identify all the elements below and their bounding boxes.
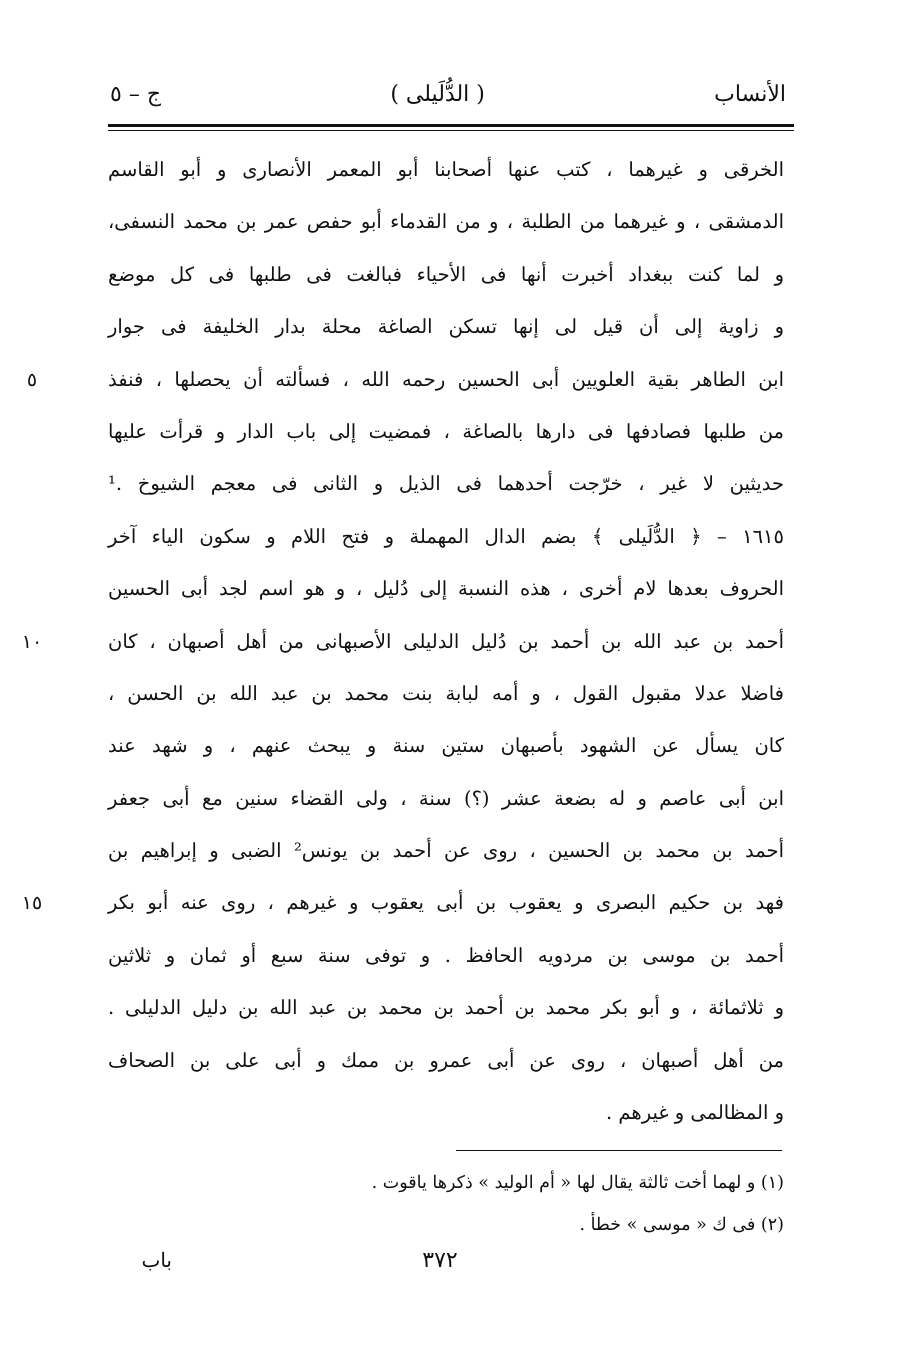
- footnote: (١) و لهما أخت ثالثة يقال لها « أم الوليد » ذكرها ياقوت .: [371, 1173, 784, 1193]
- line-text: حديثين لا غير ، خرّجت أحدهما فى الذيل و الثانى فى معجم الشيوخ .¹: [108, 472, 784, 496]
- line-text: ١٦١٥ – ﴿ الدُّلَيلى ﴾ بضم الدال المهملة و فتح اللام و سكون الياء آخر: [108, 524, 784, 548]
- text-line: [26, 354, 784, 406]
- text-line: [108, 511, 784, 563]
- line-text: أحمد بن موسى بن مردويه الحافظ . و توفى سنة سبع أو ثمان و ثلاثين: [108, 943, 784, 967]
- line-number: ٥: [26, 368, 38, 391]
- line-text: الحروف بعدها لام أخرى ، هذه النسبة إلى دُليل ، و هو اسم لجد أبى الحسين: [108, 577, 784, 601]
- line-text: الدمشقى ، و غيرهما من الطلبة ، و من القدماء أبو حفص عمر بن محمد النسفى،: [108, 210, 784, 234]
- text-line: [108, 249, 784, 301]
- text-line: [108, 144, 784, 196]
- header-section-title: الأنساب: [714, 81, 786, 107]
- body-text: [21, 144, 784, 1139]
- page-number: ٣٧٢: [422, 1248, 458, 1273]
- text-line: [108, 773, 784, 825]
- text-line: [21, 616, 784, 668]
- line-text: و ثلاثمائة ، و أبو بكر محمد بن أحمد بن محمد بن عبد الله بن دليل الدليلى .: [108, 996, 784, 1020]
- line-text: ابن أبى عاصم و له بضعة عشر (؟) سنة ، ولى القضاء سنين مع أبى جعفر: [108, 786, 784, 810]
- running-header: [110, 72, 786, 116]
- header-volume: ج – ٥: [110, 81, 162, 107]
- text-line: [108, 825, 784, 877]
- line-text: و زاوية إلى أن قيل لى إنها تسكن الصاغة محلة بدار الخليفة فى جوار: [108, 315, 784, 339]
- text-line: [108, 930, 784, 982]
- line-text: كان يسأل عن الشهود بأصبهان ستين سنة و يبحث عنهم ، و شهد عند: [108, 734, 784, 758]
- text-line: [108, 1035, 784, 1087]
- line-number: ١٠: [21, 630, 43, 653]
- line-text: أحمد بن عبد الله بن أحمد بن دُليل الدليلى الأصبهانى من أهل أصبهان ، كان: [108, 629, 784, 653]
- line-text: و لما كنت ببغداد أخبرت أنها فى الأحياء فبالغت فى طلبها فى كل موضع: [108, 262, 784, 286]
- line-text: من أهل أصبهان ، روى عن أبى عمرو بن ممك و أبى على بن الصحاف: [108, 1048, 784, 1072]
- line-text: من طلبها فصادفها فى دارها بالصاغة ، فمضيت إلى باب الدار و قرأت عليها: [108, 419, 784, 443]
- text-line: [108, 720, 784, 772]
- line-text: الخرقى و غيرهما ، كتب عنها أصحابنا أبو المعمر الأنصارى و أبو القاسم: [108, 158, 784, 181]
- footnote-rule: [456, 1150, 782, 1151]
- text-line: [108, 563, 784, 615]
- text-line: [108, 668, 784, 720]
- header-rule: [108, 124, 794, 127]
- footnote: (٢) فى ك « موسى » خطأ .: [579, 1215, 784, 1235]
- text-line: [108, 1087, 784, 1139]
- line-text: فاضلا عدلا مقبول القول ، و أمه لبابة بنت محمد بن عبد الله بن الحسن ،: [108, 681, 784, 705]
- text-line: [108, 982, 784, 1034]
- text-line: [108, 301, 784, 353]
- text-line: [108, 406, 784, 458]
- header-entry-title: ( الدُّلَيلى ): [390, 81, 485, 107]
- line-text: ابن الطاهر بقية العلويين أبى الحسين رحمه الله ، فسألته أن يحصلها ، فنفذ: [108, 367, 784, 391]
- footnotes: [250, 1162, 784, 1246]
- text-line: [108, 458, 784, 510]
- catchword: باب: [141, 1248, 172, 1272]
- line-number: ١٥: [21, 892, 43, 915]
- text-line: [21, 877, 784, 929]
- line-text: و المظالمى و غيرهم .: [606, 1101, 784, 1125]
- text-line: [108, 196, 784, 248]
- line-text: أحمد بن محمد بن الحسين ، روى عن أحمد بن يونس² الضبى و إبراهيم بن: [108, 839, 784, 863]
- line-text: فهد بن حكيم البصرى و يعقوب بن أبى يعقوب و غيرهم ، روى عنه أبو بكر: [108, 891, 784, 915]
